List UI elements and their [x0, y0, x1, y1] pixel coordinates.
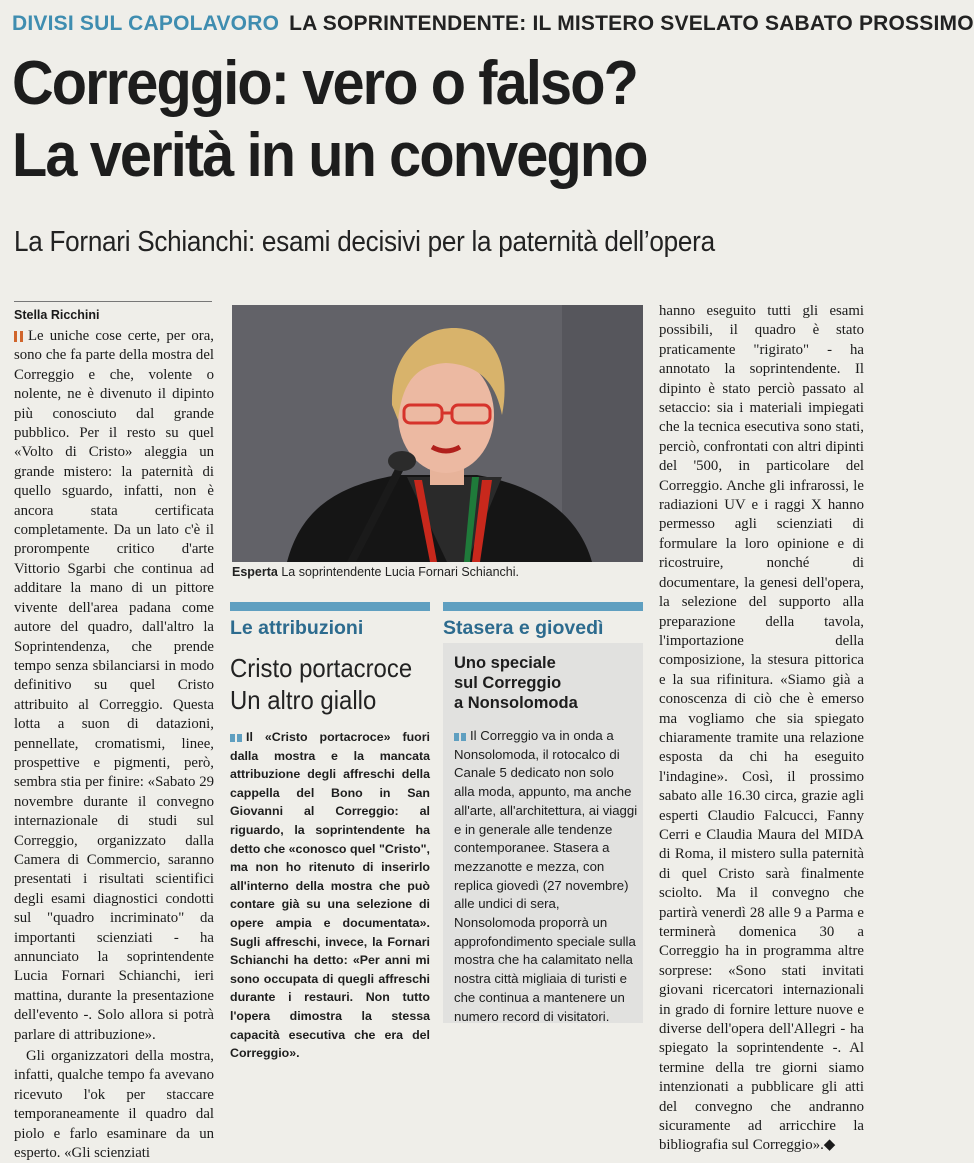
sidebar-headline-line-2: Un altro giallo: [230, 685, 377, 715]
paragraph-marker-icon: [454, 733, 466, 741]
headline-line-1: Correggio: vero o falso?: [12, 49, 637, 118]
boxout-title-line-2: sul Correggio: [454, 674, 562, 692]
sidebar-headline-line-1: Cristo portacroce: [230, 653, 413, 683]
headline: [12, 48, 803, 192]
section-title: Le attribuzioni: [230, 617, 364, 639]
boxout-title-line-1: Uno speciale: [454, 654, 556, 672]
paragraph-marker-icon: [230, 734, 242, 742]
attribuzioni-text: Il «Cristo portacroce» fuori dalla mostra e la mancata attribuzione degli affreschi della cappella del Bono in San Giovanni al Correggio: al riguardo, la soprintendente ha detto che «conosco quel "Cristo", ma non ho ritenuto di inserirlo all'interno della mostra che può contare già su una selezione di opere ampia e documentata». Sugli affreschi, invece, la Fornari Schianchi ha detto: «Per anni mi sono occupata di quegli affreschi durante i restauri. Non tutto l'opera dimostra la stessa capacità esecutiva che era del Correggio».: [230, 730, 430, 1061]
headline-line-2: La verità in un convegno: [12, 121, 647, 190]
kicker: [12, 12, 974, 36]
boxout-title-line-3: a Nonsolomoda: [454, 694, 578, 712]
kicker-text: LA SOPRINTENDENTE: IL MISTERO SVELATO SABATO PROSSIMO: [289, 12, 974, 35]
subheadline: La Fornari Schianchi: esami decisivi per la paternità dell’opera: [14, 226, 715, 258]
section-bar: [443, 602, 643, 611]
paragraph-1: Le uniche cose certe, per ora, sono che fa parte della mostra del Correggio e che, volente o nolente, ne è divenuto il dipinto più conosciuto dal grande pubblico. Per il resto su quel «Volto di Cristo» aleggia un grande mistero: la paternità di quello sguardo, infatti, non è ancora stata certificata completamente. Da un lato c'è il prorompente critico d'arte Vittorio Sgarbi che continua ad additare la mano di un pittore vivente dell'area padana come autore del quadro, dall'altro la Soprintendenza, che prende tempo senza sbilanciarsi in modo definitivo su quel Cristo attribuito al Correggio. Questa lotta a suon di datazioni, pennellate, cromatismi, linee, prospettive e pigmenti, però, sembra stia per finire: «Sabato 29 novembre durante il convegno internazionale di studi sul Correggio, organizzato dalla Camera di Commercio, saranno presentati i risultati scientifici degli esami diagnostici condotti sul "quadro incriminato" da importanti scienziati - ha annunciato la soprintendente Lucia Fornari Schianchi, ieri mattina, durante la presentazione dell'evento -. Solo allora si potrà parlare di attribuzione».: [14, 328, 214, 1043]
paragraph-2: Gli organizzatori della mostra, infatti, qualche tempo fa avevano ricevuto l'ok per staccare temporaneamente il quadro dal piolo e farlo esaminare da un esperto. «Gli scienziati: [14, 1048, 214, 1162]
caption-text: La soprintendente Lucia Fornari Schianchi.: [281, 565, 519, 579]
section-title: Stasera e giovedì: [443, 617, 604, 639]
photo-caption: [232, 565, 643, 579]
photo: [232, 305, 643, 562]
boxout-text: Il Correggio va in onda a Nonsolomoda, il rotocalco di Canale 5 dedicato non solo alla moda, appunto, ma anche all'arte, all'architettura, ai viaggi e in generale alle tendenze contemporanee. Stasera a mezzanotte e mezza, con replica giovedì (27 novembre) alle undici di sera, Nonsolomoda proporrà un approfondimento speciale sulla mostra che ha calamitato nella nostra città migliaia di turisti e che continua a mantenere un numero record di visitatori.: [454, 728, 638, 1024]
boxout-title: [454, 653, 578, 713]
portrait-illustration: [232, 305, 643, 562]
sidebar-headline: [230, 652, 412, 716]
kicker-label: DIVISI SUL CAPOLAVORO: [12, 12, 280, 35]
article-column-4: [659, 302, 864, 1156]
byline: Stella Ricchini: [14, 301, 212, 322]
paragraph-marker-icon: [14, 331, 24, 342]
section-bar: [230, 602, 430, 611]
caption-label: Esperta: [232, 565, 278, 579]
article-column-1: [14, 327, 214, 1163]
paragraph-3: hanno eseguito tutti gli esami possibili, il quadro è stato praticamente "rigirato" - ha annotato la soprintendente. Il dipinto è stato perciò passato al setaccio: sia i materiali impiegati che la tecnica esecutiva sono stati, perciò, confrontati con altri dipinti del '500, in particolare del Correggio. Anche gli infrarossi, le radiazioni UV e i raggi X hanno permesso agli scienziati di formulare la loro opinione e di ricostruire, nonché di documentare, la genesi dell'opera, la selezione del supporto alla preparazione della tavola, l'importazione della composizione, la stesura pittorica e la sua rifinitura. «Siamo già a conoscenza di ciò che è emerso ma vogliamo che sia spiegato chiaramente tramite una relazione esposta da chi ha eseguito l'indagine». Così, il prossimo sabato alle 16.30 circa, grazie agli esperti Claudio Falcucci, Fanny Cerri e Claudia Maura del MIDA di Roma, il mistero sulla paternità di quel Cristo sarà finalmente sciolto. Ma il convegno che partirà venerdì 28 alle 9 a Parma e terminerà domenica 30 a Correggio ha in programma altre sorprese: «Sono stati invitati giovani ricercatori internazionali in grado di fornire letture nuove e diverse dell'opera dell'Allegri - ha spiegato la soprintendente -. Al termine della tre giorni siamo intenzionati a pubblicare gli atti del convegno che andranno sicuramente ad arricchire la bibliografia sul Correggio».◆: [659, 303, 864, 1154]
section-attribuzioni: [230, 602, 430, 640]
